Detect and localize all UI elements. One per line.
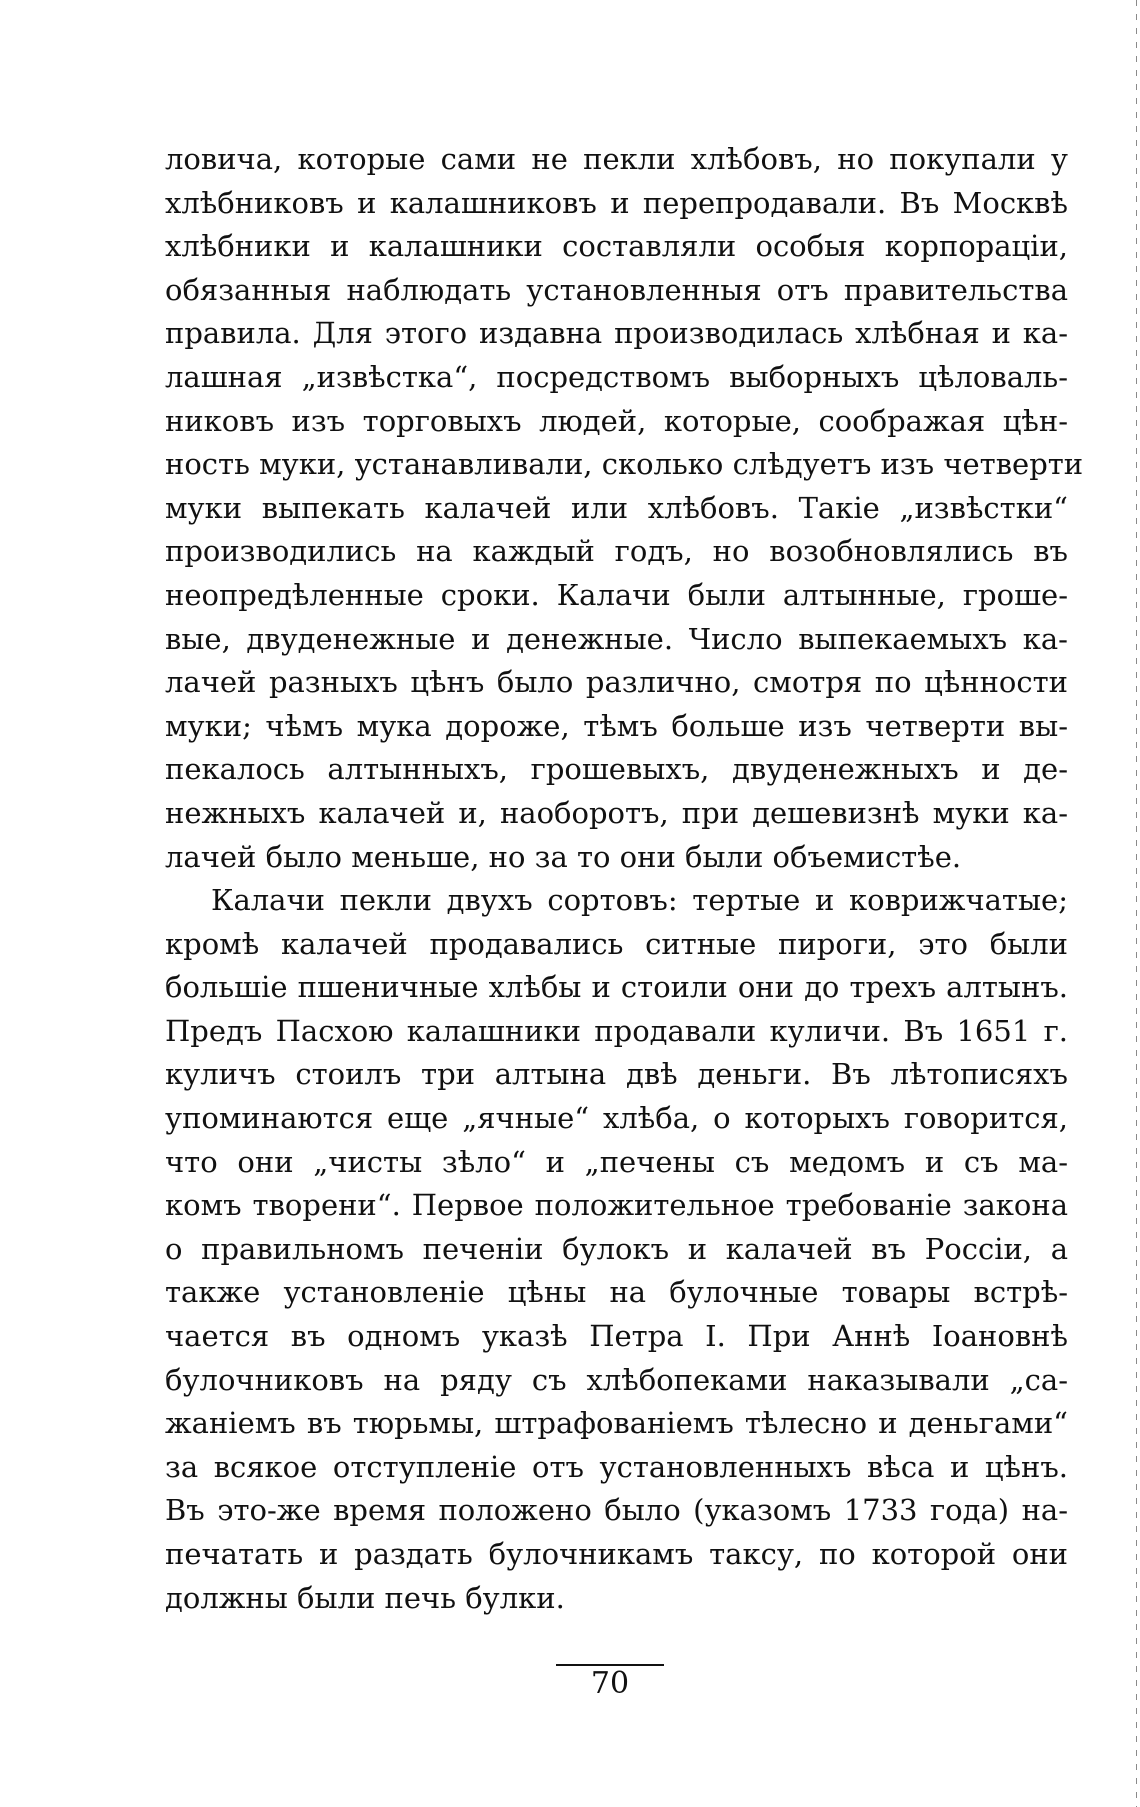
- text-line: куличъ стоилъ три алтына двѣ деньги. Въ лѣтописяхъ: [165, 1057, 1068, 1092]
- text-line: лачей разныхъ цѣнъ было различно, смотря по цѣнности: [165, 665, 1068, 700]
- text-line: Предъ Пасхою калашники продавали куличи. Въ 1651 г.: [165, 1013, 1068, 1048]
- text-line: чается въ одномъ указѣ Петра I. При Аннѣ Iоановнѣ: [165, 1319, 1068, 1354]
- text-line: неопредѣленные сроки. Калачи были алтынные, гроше-: [165, 577, 1068, 612]
- text-line: хлѣбниковъ и калашниковъ и перепродавали. Въ Москвѣ: [165, 185, 1068, 220]
- text-line: муки; чѣмъ мука дороже, тѣмъ больше изъ четверти вы-: [165, 708, 1068, 743]
- text-line: пекалось алтынныхъ, грошевыхъ, двуденежныхъ и де-: [165, 752, 1068, 787]
- paragraph: [165, 879, 1068, 1620]
- text-line: Въ это-же время положено было (указомъ 1733 года) на-: [165, 1493, 1068, 1528]
- text-line: нежныхъ калачей и, наоборотъ, при дешевизнѣ муки ка-: [165, 795, 1068, 830]
- page-number: 70: [590, 1666, 630, 1701]
- text-line: за всякое отступленiе отъ установленныхъ вѣса и цѣнъ.: [165, 1449, 1068, 1484]
- text-line: о правильномъ печенiи булокъ и калачей въ Россiи, а: [165, 1231, 1068, 1266]
- text-line: булочниковъ на ряду съ хлѣбопеками наказывали „са-: [165, 1362, 1068, 1397]
- text-line: муки выпекать калачей или хлѣбовъ. Такiе „извѣстки“: [165, 490, 1068, 525]
- text-line: никовъ изъ торговыхъ людей, которые, соображая цѣн-: [165, 403, 1068, 438]
- text-line: должны были печь булки.: [165, 1580, 565, 1615]
- text-line: вые, двуденежные и денежные. Число выпекаемыхъ ка-: [165, 621, 1068, 656]
- text-line: обязанныя наблюдать установленныя отъ правительства: [165, 272, 1068, 307]
- text-line: также установленiе цѣны на булочные товары встрѣ-: [165, 1275, 1068, 1310]
- paragraph: [165, 138, 1084, 879]
- text-line: хлѣбники и калашники составляли особыя корпорацiи,: [165, 229, 1068, 264]
- text-line: правила. Для этого издавна производилась хлѣбная и ка-: [165, 316, 1068, 351]
- text-line: большiе пшеничные хлѣбы и стоили они до трехъ алтынъ.: [165, 970, 1068, 1005]
- text-line: комъ творени“. Первое положительное требованiе закона: [165, 1188, 1068, 1223]
- text-line: упоминаются еще „ячные“ хлѣба, о которыхъ говорится,: [165, 1101, 1068, 1136]
- text-line: лашная „извѣстка“, посредствомъ выборныхъ цѣловаль-: [165, 359, 1068, 394]
- body-text: [165, 138, 1084, 1620]
- text-line: что они „чисты зѣло“ и „печены съ медомъ и съ ма-: [165, 1144, 1068, 1179]
- text-line: Калачи пекли двухъ сортовъ: тертые и коврижчатые;: [211, 883, 1068, 918]
- text-line: кромѣ калачей продавались ситные пироги, это были: [165, 926, 1068, 961]
- text-line: печатать и раздать булочникамъ таксу, по которой они: [165, 1537, 1068, 1571]
- text-line: лачей было меньше, но за то они были объемистѣе.: [165, 839, 962, 874]
- text-line: производились на каждый годъ, но возобновлялись въ: [165, 534, 1068, 569]
- scan-edge-divider: [1136, 0, 1137, 1807]
- text-line: ность муки, устанавливали, сколько слѣдуетъ изъ четверти: [165, 447, 1084, 482]
- text-line: ловича, которые сами не пекли хлѣбовъ, но покупали у: [165, 142, 1068, 176]
- text-line: жанiемъ въ тюрьмы, штрафованiемъ тѣлесно и деньгами“: [165, 1406, 1068, 1441]
